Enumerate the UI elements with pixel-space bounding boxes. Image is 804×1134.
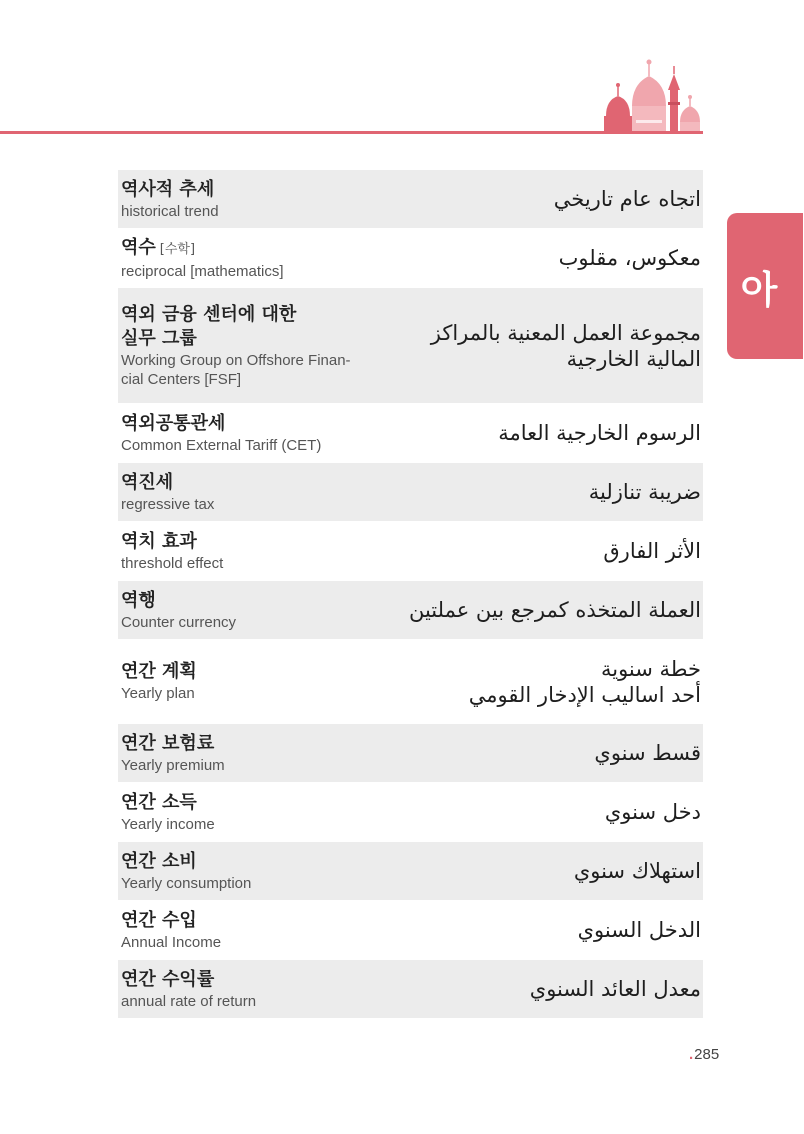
- arabic-term: الأثر الفارق: [603, 539, 701, 563]
- korean-term-text: 역사적 추세: [121, 178, 215, 200]
- arabic-term: معدل العائد السنوي: [529, 977, 701, 1001]
- subject-tag: [수학]: [159, 241, 196, 257]
- english-term: reciprocal [mathematics]: [121, 262, 284, 280]
- english-term: Common External Tariff (CET): [121, 436, 322, 454]
- english-term: Yearly plan: [121, 685, 195, 702]
- entry-row: [118, 842, 703, 901]
- korean-term-text: 역수: [121, 236, 156, 258]
- entry-terms: [118, 526, 388, 577]
- dictionary-entries: [118, 170, 703, 1019]
- entry-terms: [118, 408, 388, 459]
- korean-term: [121, 909, 388, 933]
- english-term: threshold effect: [121, 554, 224, 572]
- arabic-term: الرسوم الخارجية العامة: [498, 421, 701, 445]
- arabic-term: دخل سنوي: [604, 800, 701, 824]
- korean-term: [121, 660, 388, 684]
- entry-terms: [118, 299, 388, 393]
- korean-term-text: 역치 효과: [121, 530, 197, 552]
- korean-term: [121, 303, 388, 351]
- korean-term-text: 연간 계획: [121, 661, 197, 682]
- korean-term-text: 역행: [121, 589, 156, 611]
- entry-terms: [118, 174, 388, 225]
- page-number-value: 285: [694, 1046, 720, 1063]
- mosque-domes-icon: [598, 56, 704, 134]
- arabic-term: العملة المتخذه كمرجع بين عملتين: [408, 598, 701, 622]
- korean-term: [121, 178, 388, 202]
- korean-term-text: 연간 수익률: [121, 968, 215, 990]
- arabic-term: استهلاك سنوي: [573, 859, 701, 883]
- korean-term-text: 역외 금융 센터에 대한 실무 그룹: [121, 303, 297, 349]
- arabic-term: مجموعة العمل المعنية بالمراكز المالية الخارجية: [430, 320, 701, 371]
- header-rule: [0, 131, 703, 134]
- korean-term: [121, 850, 388, 874]
- arabic-term: الدخل السنوي: [577, 918, 701, 942]
- korean-term: [121, 968, 388, 992]
- entry-row: [118, 640, 703, 724]
- korean-term: [121, 236, 388, 262]
- english-term: Counter currency: [121, 613, 237, 631]
- korean-term: [121, 791, 388, 815]
- english-term: historical trend: [121, 202, 219, 220]
- arabic-term: اتجاه عام تاريخي: [553, 187, 701, 211]
- entry-terms: [118, 905, 388, 956]
- entry-terms: [118, 585, 388, 636]
- korean-term-text: 연간 수입: [121, 909, 197, 931]
- entry-terms: [118, 787, 388, 838]
- entry-terms: [118, 846, 388, 897]
- korean-term: [121, 471, 388, 495]
- korean-term: [121, 589, 388, 613]
- korean-term: [121, 412, 388, 436]
- entry-row: [118, 522, 703, 581]
- entry-row: [118, 288, 703, 404]
- english-term: Yearly premium: [121, 756, 225, 774]
- arabic-term: معكوس، مقلوب: [558, 246, 701, 270]
- korean-term: [121, 732, 388, 756]
- korean-term-text: 역진세: [121, 471, 174, 493]
- page-number: .285: [689, 1046, 720, 1063]
- entry-terms: [118, 656, 388, 707]
- english-term: regressive tax: [121, 495, 215, 513]
- english-term: Yearly consumption: [121, 874, 252, 892]
- entry-terms: [118, 232, 388, 285]
- section-tab: [727, 213, 803, 359]
- entry-row: [118, 463, 703, 522]
- entry-terms: [118, 728, 388, 779]
- korean-term-text: 연간 보험료: [121, 732, 215, 754]
- entry-row: [118, 901, 703, 960]
- entry-terms: [118, 467, 388, 518]
- arabic-term: خطة سنوية أحد اساليب الإدخار القومي: [468, 656, 701, 707]
- korean-term-text: 역외공통관세: [121, 412, 226, 434]
- entry-row: [118, 581, 703, 640]
- english-term: Annual Income: [121, 933, 222, 951]
- entry-row: [118, 783, 703, 842]
- korean-term-text: 연간 소득: [121, 791, 197, 813]
- entry-terms: [118, 964, 388, 1015]
- entry-row: [118, 404, 703, 463]
- english-term: annual rate of return: [121, 992, 257, 1010]
- arabic-term: ضريبة تنازلية: [588, 480, 701, 504]
- korean-term-text: 연간 소비: [121, 850, 197, 872]
- entry-row: [118, 960, 703, 1019]
- entry-row: [118, 724, 703, 783]
- entry-row: [118, 229, 703, 288]
- korean-term: [121, 530, 388, 554]
- english-term: Yearly income: [121, 815, 215, 833]
- entry-row: [118, 170, 703, 229]
- arabic-term: قسط سنوي: [594, 741, 701, 765]
- section-tab-letter: 아: [740, 267, 778, 312]
- english-term: Working Group on Offshore Finan- cial Centers [FSF]: [121, 351, 351, 388]
